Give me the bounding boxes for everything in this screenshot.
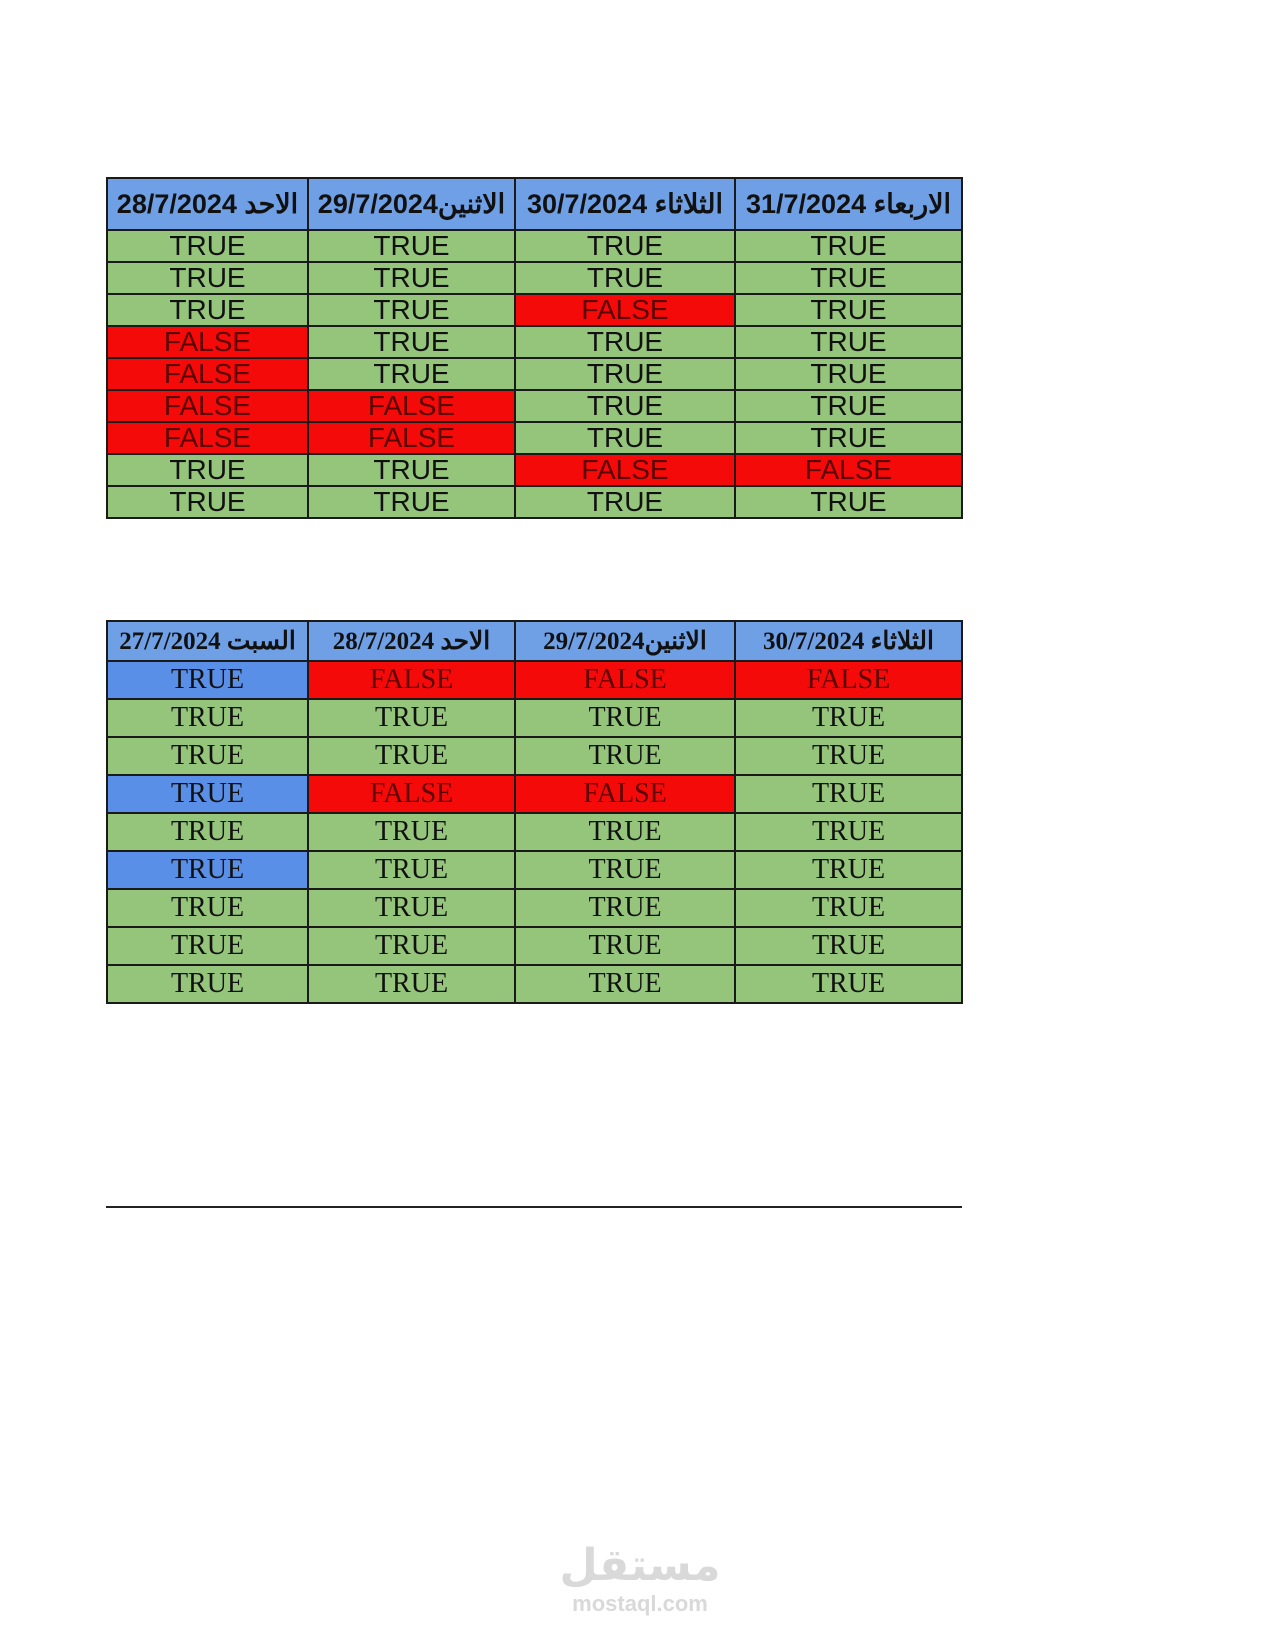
table-row xyxy=(107,851,962,889)
value-cell: TRUE xyxy=(107,889,308,927)
value-cell: FALSE xyxy=(308,661,515,699)
value-cell: TRUE xyxy=(735,230,962,262)
value-cell: TRUE xyxy=(735,262,962,294)
value-cell: TRUE xyxy=(107,851,308,889)
value-cell: TRUE xyxy=(308,262,515,294)
value-cell: TRUE xyxy=(735,699,962,737)
value-cell: TRUE xyxy=(308,358,515,390)
value-cell: TRUE xyxy=(735,813,962,851)
header-row xyxy=(107,178,962,230)
date-header: الثلاثاء 30/7/2024 xyxy=(515,178,735,230)
value-cell: TRUE xyxy=(735,326,962,358)
value-cell: TRUE xyxy=(735,486,962,518)
header-row xyxy=(107,621,962,661)
table-row xyxy=(107,294,962,326)
value-cell: FALSE xyxy=(107,422,308,454)
value-cell: FALSE xyxy=(735,661,962,699)
date-header: الاحد 28/7/2024 xyxy=(107,178,308,230)
value-cell: FALSE xyxy=(308,390,515,422)
value-cell: TRUE xyxy=(308,486,515,518)
value-cell: TRUE xyxy=(735,889,962,927)
value-cell: TRUE xyxy=(515,813,735,851)
value-cell: TRUE xyxy=(308,813,515,851)
value-cell: TRUE xyxy=(308,454,515,486)
value-cell: TRUE xyxy=(735,965,962,1003)
value-cell: TRUE xyxy=(308,230,515,262)
date-header: الثلاثاء 30/7/2024 xyxy=(735,621,962,661)
value-cell: TRUE xyxy=(515,965,735,1003)
value-cell: TRUE xyxy=(107,965,308,1003)
value-cell: TRUE xyxy=(735,927,962,965)
value-cell: TRUE xyxy=(735,851,962,889)
value-cell: TRUE xyxy=(308,927,515,965)
value-cell: FALSE xyxy=(107,390,308,422)
value-cell: TRUE xyxy=(308,965,515,1003)
table-row xyxy=(107,813,962,851)
value-cell: TRUE xyxy=(107,294,308,326)
value-cell: FALSE xyxy=(107,358,308,390)
value-cell: TRUE xyxy=(735,737,962,775)
value-cell: TRUE xyxy=(107,775,308,813)
table-row xyxy=(107,390,962,422)
value-cell: TRUE xyxy=(515,230,735,262)
date-header: الاربعاء 31/7/2024 xyxy=(735,178,962,230)
table-row xyxy=(107,661,962,699)
value-cell: TRUE xyxy=(515,851,735,889)
value-cell: TRUE xyxy=(515,486,735,518)
value-cell: TRUE xyxy=(107,699,308,737)
value-cell: TRUE xyxy=(308,326,515,358)
table-row xyxy=(107,699,962,737)
value-cell: TRUE xyxy=(515,262,735,294)
value-cell: TRUE xyxy=(107,737,308,775)
date-header: السبت 27/7/2024 xyxy=(107,621,308,661)
value-cell: TRUE xyxy=(308,737,515,775)
value-cell: TRUE xyxy=(107,230,308,262)
value-cell: FALSE xyxy=(515,294,735,326)
table-row xyxy=(107,889,962,927)
horizontal-divider xyxy=(106,1206,962,1208)
table-row xyxy=(107,326,962,358)
table-row xyxy=(107,422,962,454)
watermark-arabic: مستقل xyxy=(559,1540,721,1591)
value-cell: TRUE xyxy=(107,813,308,851)
value-cell: TRUE xyxy=(308,851,515,889)
value-cell: TRUE xyxy=(515,889,735,927)
value-cell: FALSE xyxy=(515,454,735,486)
table-body xyxy=(107,230,962,518)
value-cell: TRUE xyxy=(735,775,962,813)
value-cell: TRUE xyxy=(308,294,515,326)
date-header: الاثنين29/7/2024 xyxy=(515,621,735,661)
value-cell: TRUE xyxy=(515,422,735,454)
value-cell: FALSE xyxy=(515,775,735,813)
table-row xyxy=(107,737,962,775)
value-cell: FALSE xyxy=(107,326,308,358)
table-row xyxy=(107,262,962,294)
value-cell: TRUE xyxy=(107,454,308,486)
attendance-table-1 xyxy=(106,177,963,519)
value-cell: FALSE xyxy=(308,775,515,813)
value-cell: TRUE xyxy=(308,699,515,737)
value-cell: TRUE xyxy=(515,927,735,965)
mostaql-watermark xyxy=(555,1540,725,1616)
value-cell: TRUE xyxy=(735,358,962,390)
table-body xyxy=(107,661,962,1003)
value-cell: TRUE xyxy=(735,390,962,422)
value-cell: TRUE xyxy=(735,422,962,454)
attendance-table-2 xyxy=(106,620,963,1004)
value-cell: FALSE xyxy=(735,454,962,486)
value-cell: TRUE xyxy=(107,262,308,294)
value-cell: TRUE xyxy=(107,927,308,965)
value-cell: FALSE xyxy=(308,422,515,454)
value-cell: TRUE xyxy=(515,326,735,358)
value-cell: TRUE xyxy=(515,390,735,422)
table-row xyxy=(107,927,962,965)
value-cell: TRUE xyxy=(735,294,962,326)
watermark-latin: mostaql.com xyxy=(572,1591,708,1616)
table-row xyxy=(107,965,962,1003)
value-cell: TRUE xyxy=(107,486,308,518)
table-row xyxy=(107,775,962,813)
value-cell: TRUE xyxy=(515,358,735,390)
value-cell: TRUE xyxy=(515,699,735,737)
date-header: الاحد 28/7/2024 xyxy=(308,621,515,661)
table-row xyxy=(107,230,962,262)
date-header: الاثنين29/7/2024 xyxy=(308,178,515,230)
table-row xyxy=(107,454,962,486)
table-row xyxy=(107,358,962,390)
value-cell: TRUE xyxy=(107,661,308,699)
value-cell: FALSE xyxy=(515,661,735,699)
value-cell: TRUE xyxy=(515,737,735,775)
table-row xyxy=(107,486,962,518)
value-cell: TRUE xyxy=(308,889,515,927)
